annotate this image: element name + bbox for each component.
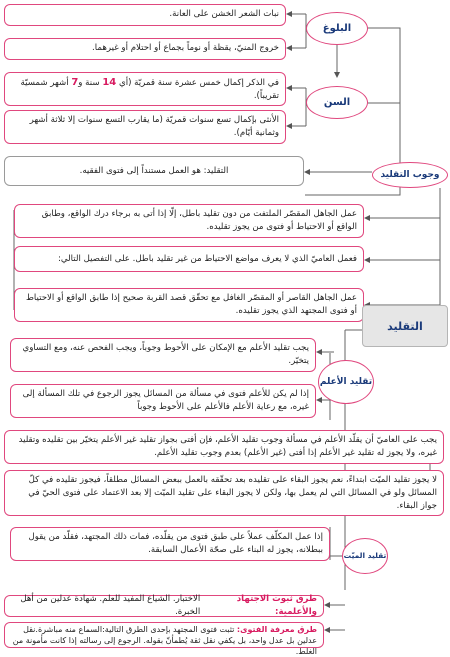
buloogh-label: البلوغ <box>306 12 368 45</box>
buloogh-item-hair <box>4 4 286 26</box>
male-years-number: 14 <box>102 77 117 88</box>
aalam-item-no-fatwa: إذا لم يكن للأعلم فتوى في مسألة من المسائل يجوز الرجوع في تلك المسألة إلى غيره، مع رعاية الأعلم فالأعلم على الأحوط وجوباً <box>10 384 316 418</box>
aalam-item-wajib: يجب تقليد الأعلم مع الإمكان على الأحوط وجوباً، ويجب الفحص عنه، ومع التساوي يتخيّر. <box>10 338 316 372</box>
turuq-fatwa: طرق معرفة الفتوى: تثبت فتوى المجتهد بإحدى الطرق التالية:السماع منه مباشرة.نقل عدلين بل عدل واحد، بل يكفي نقل ثقة يُطمأنّ بقوله. الرجوع إلى رسالته إذا كانت مأمونة من الغلط. <box>4 622 324 648</box>
buloogh-item-emission-text: خروج المنيّ، يقظة أو نوماً بجماع أو احتلام أو غيرهما. <box>92 43 279 53</box>
turuq-ijtihad: طرق ثبوت الاجتهاد والأعلمية: الاختبار. الشياع المفيد للعلم. شهادة عدلين من أهل الخبرة. <box>4 595 324 617</box>
taqlid-label: التقليد <box>362 305 448 347</box>
sinn-item-male: في الذكر إكمال خمس عشرة سنة قمريّة (أي 14 سنة و7 أشهر شمسيّة تقريباً). <box>4 72 286 106</box>
mayyit-item-sihha: إذا عمل المكلّف عملاً على طبق فتوى من يقلّده، فمات ذلك المجتهد، فقلّد من يقول ببطلانه، يجوز له البناء على صحّة الأعمال السابقة. <box>10 527 330 561</box>
turuq-fatwa-title: طرق معرفة الفتوى: <box>236 625 317 634</box>
male-months-number: 7 <box>71 77 79 88</box>
buloogh-item-emission <box>4 38 286 60</box>
sinn-label: السن <box>306 86 368 119</box>
taqlid-definition: التقليد: هو العمل مستنداً إلى فتوى الفقيه. <box>4 156 304 186</box>
turuq-ijtihad-title: طرق ثبوت الاجتهاد والأعلمية: <box>236 594 317 617</box>
wujub-item-jahil: عمل الجاهل المقصّر الملتفت من دون تقليد باطل، إلّا إذا أتى به برجاء درك الواقع، وطابق الواقع أو الاحتياط أو فتوى من يجوز تقليده. <box>14 204 364 238</box>
wujub-label: وجوب التقليد <box>372 162 448 188</box>
wujub-item-qasir: عمل الجاهل القاصر أو المقصّر الغافل مع تحقّق قصد القربة صحيح إذا طابق الواقع أو الاحتياط أو فتوى المجتهد الذي يجوز تقليده. <box>14 288 364 322</box>
mayyit-item-ibtida: لا يجوز تقليد الميّت ابتداءً، نعم يجوز البقاء على تقليده بعد تحقّقه بالعمل ببعض المسائل مطلقاً، فيجوز تقليده في كلّ المسائل ولو في المسائل التي لم يعمل بها، ولكن لا يجوز البقاء على تقليد الميّت إلا بعد الاعتماد على فتوى الحيّ في جواز البقاء. <box>4 470 444 516</box>
buloogh-item-hair-text: نبات الشعر الخشن على العانة. <box>169 9 279 19</box>
mayyit-label: تقليد الميّت <box>342 538 388 574</box>
sinn-item-female: الأنثى بإكمال تسع سنوات قمريّة (ما يقارب التسع سنوات إلا ثلاثة أشهر وثمانية أيّام). <box>4 110 286 144</box>
aalam-label: تقليد الأعلم <box>318 360 374 404</box>
wujub-item-ami: فعمل العاميّ الذي لا يعرف مواضع الاحتياط من غير تقليد باطل. على التفصيل التالي: <box>14 246 364 272</box>
aalam-item-ami: يجب على العاميّ أن يقلّد الأعلم في مسألة وجوب تقليد الأعلم، فإن أفتى بجواز تقليد غير الأعلم يتخيّر بين تقليده وتقليد غيره، ولا يجوز له تقليد غير الأعلم إذا أفتى (غير الأعلم) بعدم وجوب تقليد الأعلم. <box>4 430 444 464</box>
